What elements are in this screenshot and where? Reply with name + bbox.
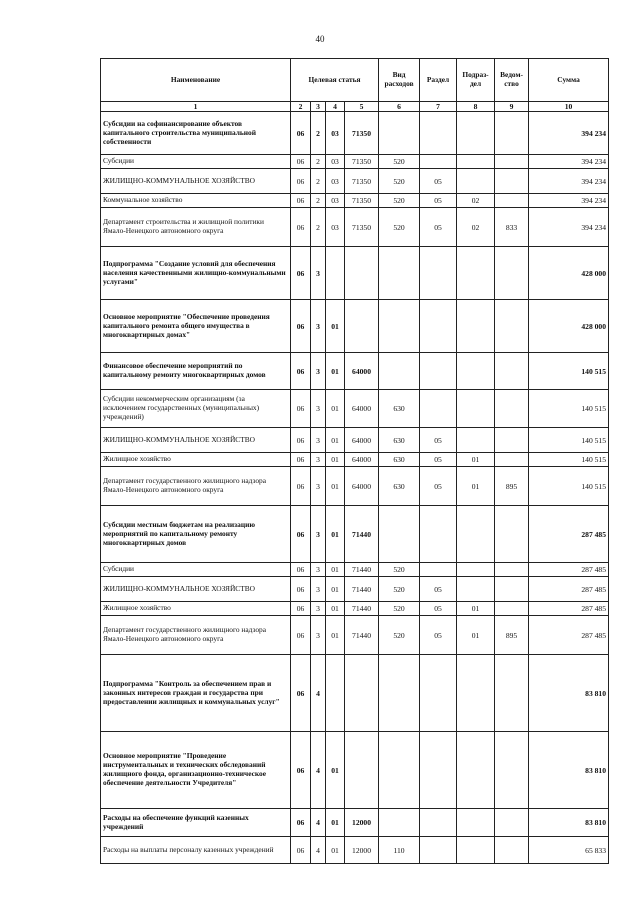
target-program-code: 06: [291, 602, 311, 616]
target-direction-code: 71440: [345, 506, 379, 563]
table-row: [101, 453, 609, 467]
sum-cell: 287 485: [529, 506, 609, 563]
column-number: 10: [529, 102, 609, 112]
section-cell: 05: [420, 602, 457, 616]
department-cell: [495, 577, 529, 602]
target-program-code: 06: [291, 428, 311, 453]
subsection-cell: 01: [457, 467, 495, 506]
section-cell: 05: [420, 453, 457, 467]
subsection-cell: 01: [457, 453, 495, 467]
section-cell: 05: [420, 467, 457, 506]
table-row: [101, 155, 609, 169]
section-cell: [420, 353, 457, 390]
department-cell: [495, 169, 529, 194]
table-row: [101, 428, 609, 453]
expense-type-cell: 520: [379, 155, 420, 169]
target-activity-code: 01: [326, 563, 345, 577]
target-activity-code: 01: [326, 467, 345, 506]
target-subprogram-code: 3: [311, 563, 326, 577]
header-subsection: Подраз-дел: [457, 59, 495, 102]
target-program-code: 06: [291, 467, 311, 506]
target-subprogram-code: 2: [311, 208, 326, 247]
expense-type-cell: [379, 353, 420, 390]
sum-cell: 394 234: [529, 155, 609, 169]
target-subprogram-code: 4: [311, 732, 326, 809]
header-sum: Сумма: [529, 59, 609, 102]
target-subprogram-code: 4: [311, 837, 326, 864]
section-cell: 05: [420, 208, 457, 247]
target-program-code: 06: [291, 577, 311, 602]
target-program-code: 06: [291, 112, 311, 155]
target-subprogram-code: 2: [311, 194, 326, 208]
column-number: 1: [101, 102, 291, 112]
section-cell: [420, 247, 457, 300]
sum-cell: 83 810: [529, 732, 609, 809]
row-name: Субсидии: [101, 563, 291, 577]
target-activity-code: 03: [326, 169, 345, 194]
target-activity-code: 01: [326, 300, 345, 353]
target-subprogram-code: 3: [311, 428, 326, 453]
budget-table: [100, 58, 609, 864]
department-cell: [495, 809, 529, 837]
target-activity-code: 01: [326, 506, 345, 563]
target-activity-code: [326, 655, 345, 732]
department-cell: 895: [495, 616, 529, 655]
row-name: Субсидии некоммерческим организациям (за исключением государственных (муниципальных) учреждений): [101, 390, 291, 428]
target-direction-code: [345, 655, 379, 732]
table-row: [101, 602, 609, 616]
target-activity-code: 01: [326, 837, 345, 864]
department-cell: [495, 563, 529, 577]
column-number: 6: [379, 102, 420, 112]
header-expense-type: Вид расходов: [379, 59, 420, 102]
target-direction-code: 12000: [345, 837, 379, 864]
section-cell: 05: [420, 428, 457, 453]
target-program-code: 06: [291, 616, 311, 655]
target-subprogram-code: 3: [311, 467, 326, 506]
target-program-code: 06: [291, 809, 311, 837]
target-direction-code: [345, 732, 379, 809]
sum-cell: 287 485: [529, 577, 609, 602]
section-cell: 05: [420, 577, 457, 602]
target-activity-code: 01: [326, 616, 345, 655]
target-direction-code: 71350: [345, 112, 379, 155]
subsection-cell: [457, 809, 495, 837]
target-direction-code: 64000: [345, 390, 379, 428]
target-subprogram-code: 3: [311, 300, 326, 353]
target-activity-code: 03: [326, 194, 345, 208]
target-direction-code: 71440: [345, 577, 379, 602]
department-cell: [495, 506, 529, 563]
target-subprogram-code: 2: [311, 169, 326, 194]
table-row: [101, 208, 609, 247]
target-activity-code: 01: [326, 577, 345, 602]
header-name: Наименование: [101, 59, 291, 102]
row-name: Жилищное хозяйство: [101, 453, 291, 467]
section-cell: 05: [420, 616, 457, 655]
table-row: [101, 563, 609, 577]
target-program-code: 06: [291, 169, 311, 194]
target-activity-code: 01: [326, 732, 345, 809]
target-subprogram-code: 3: [311, 577, 326, 602]
sum-cell: 140 515: [529, 467, 609, 506]
section-cell: [420, 732, 457, 809]
row-name: Субсидии на софинансирование объектов капитального строительства муниципальной собственности: [101, 112, 291, 155]
table-row: [101, 809, 609, 837]
expense-type-cell: 520: [379, 194, 420, 208]
target-subprogram-code: 3: [311, 616, 326, 655]
column-number: 9: [495, 102, 529, 112]
row-name: Департамент строительства и жилищной политики Ямало-Ненецкого автономного округа: [101, 208, 291, 247]
expense-type-cell: 630: [379, 453, 420, 467]
target-direction-code: 64000: [345, 353, 379, 390]
expense-type-cell: 630: [379, 428, 420, 453]
target-program-code: 06: [291, 208, 311, 247]
section-cell: 05: [420, 194, 457, 208]
row-name: Жилищное хозяйство: [101, 602, 291, 616]
section-cell: [420, 809, 457, 837]
target-subprogram-code: 4: [311, 655, 326, 732]
subsection-cell: [457, 837, 495, 864]
target-direction-code: 71440: [345, 616, 379, 655]
expense-type-cell: [379, 506, 420, 563]
target-direction-code: [345, 300, 379, 353]
column-number: 8: [457, 102, 495, 112]
expense-type-cell: [379, 809, 420, 837]
subsection-cell: 02: [457, 194, 495, 208]
target-subprogram-code: 3: [311, 506, 326, 563]
row-name: Департамент государственного жилищного надзора Ямало-Ненецкого автономного округа: [101, 616, 291, 655]
target-direction-code: [345, 247, 379, 300]
table-row: [101, 837, 609, 864]
expense-type-cell: [379, 732, 420, 809]
expense-type-cell: [379, 300, 420, 353]
department-cell: [495, 602, 529, 616]
sum-cell: 140 515: [529, 453, 609, 467]
sum-cell: 287 485: [529, 616, 609, 655]
department-cell: [495, 112, 529, 155]
expense-type-cell: 110: [379, 837, 420, 864]
column-number-row: [101, 102, 609, 112]
expense-type-cell: [379, 112, 420, 155]
target-subprogram-code: 3: [311, 453, 326, 467]
department-cell: [495, 353, 529, 390]
target-activity-code: 03: [326, 112, 345, 155]
target-subprogram-code: 3: [311, 390, 326, 428]
department-cell: [495, 155, 529, 169]
subsection-cell: [457, 300, 495, 353]
row-name: Подпрограмма "Создание условий для обеспечения населения качественными жилищно-коммунальными услугами": [101, 247, 291, 300]
table-row: [101, 112, 609, 155]
header-section: Раздел: [420, 59, 457, 102]
subsection-cell: [457, 390, 495, 428]
subsection-cell: [457, 353, 495, 390]
target-direction-code: 71440: [345, 602, 379, 616]
target-program-code: 06: [291, 300, 311, 353]
row-name: Расходы на выплаты персоналу казенных учреждений: [101, 837, 291, 864]
row-name: Подпрограмма "Контроль за обеспечением прав и законных интересов граждан и государства при предоставлении жилищных и коммунальных услуг": [101, 655, 291, 732]
target-program-code: 06: [291, 194, 311, 208]
expense-type-cell: 520: [379, 602, 420, 616]
sum-cell: 394 234: [529, 169, 609, 194]
subsection-cell: 02: [457, 208, 495, 247]
target-program-code: 06: [291, 506, 311, 563]
target-subprogram-code: 3: [311, 353, 326, 390]
section-cell: 05: [420, 169, 457, 194]
table-row: [101, 353, 609, 390]
target-program-code: 06: [291, 353, 311, 390]
target-subprogram-code: 4: [311, 809, 326, 837]
subsection-cell: [457, 577, 495, 602]
department-cell: [495, 655, 529, 732]
target-activity-code: 01: [326, 809, 345, 837]
subsection-cell: [457, 732, 495, 809]
row-name: Субсидии: [101, 155, 291, 169]
subsection-cell: [457, 428, 495, 453]
row-name: Субсидии местным бюджетам на реализацию мероприятий по капитальному ремонту многоквартирных домов: [101, 506, 291, 563]
target-program-code: 06: [291, 563, 311, 577]
target-subprogram-code: 3: [311, 602, 326, 616]
department-cell: [495, 453, 529, 467]
column-number: 4: [326, 102, 345, 112]
column-number: 5: [345, 102, 379, 112]
table-row: [101, 506, 609, 563]
department-cell: [495, 194, 529, 208]
target-program-code: 06: [291, 247, 311, 300]
subsection-cell: 01: [457, 602, 495, 616]
target-activity-code: 01: [326, 602, 345, 616]
department-cell: [495, 390, 529, 428]
subsection-cell: [457, 112, 495, 155]
section-cell: [420, 300, 457, 353]
subsection-cell: [457, 506, 495, 563]
row-name: Департамент государственного жилищного надзора Ямало-Ненецкого автономного округа: [101, 467, 291, 506]
table-row: [101, 390, 609, 428]
expense-type-cell: 630: [379, 390, 420, 428]
subsection-cell: [457, 247, 495, 300]
target-direction-code: 71350: [345, 169, 379, 194]
section-cell: [420, 112, 457, 155]
table-row: [101, 655, 609, 732]
target-direction-code: 64000: [345, 428, 379, 453]
column-number: 7: [420, 102, 457, 112]
expense-type-cell: 520: [379, 208, 420, 247]
table-row: [101, 616, 609, 655]
target-program-code: 06: [291, 390, 311, 428]
table-row: [101, 169, 609, 194]
sum-cell: 83 810: [529, 809, 609, 837]
department-cell: [495, 428, 529, 453]
sum-cell: 287 485: [529, 563, 609, 577]
row-name: ЖИЛИЩНО-КОММУНАЛЬНОЕ ХОЗЯЙСТВО: [101, 169, 291, 194]
expense-type-cell: 520: [379, 563, 420, 577]
table-row: [101, 300, 609, 353]
target-direction-code: 71350: [345, 208, 379, 247]
sum-cell: 65 833: [529, 837, 609, 864]
section-cell: [420, 506, 457, 563]
department-cell: 833: [495, 208, 529, 247]
target-program-code: 06: [291, 732, 311, 809]
expense-type-cell: 520: [379, 577, 420, 602]
target-subprogram-code: 3: [311, 247, 326, 300]
target-activity-code: 03: [326, 155, 345, 169]
table-row: [101, 467, 609, 506]
expense-type-cell: 520: [379, 616, 420, 655]
row-name: Финансовое обеспечение мероприятий по капитальному ремонту многоквартирных домов: [101, 353, 291, 390]
subsection-cell: [457, 169, 495, 194]
target-program-code: 06: [291, 837, 311, 864]
target-activity-code: [326, 247, 345, 300]
section-cell: [420, 390, 457, 428]
expense-type-cell: 520: [379, 169, 420, 194]
target-program-code: 06: [291, 655, 311, 732]
table-row: [101, 732, 609, 809]
section-cell: [420, 563, 457, 577]
row-name: Основное мероприятие "Проведение инструментальных и технических обследований жилищного фонда, организационно-техническое обеспечение деятельности Учредителя": [101, 732, 291, 809]
sum-cell: 140 515: [529, 353, 609, 390]
sum-cell: 140 515: [529, 390, 609, 428]
target-direction-code: 71350: [345, 194, 379, 208]
target-activity-code: 01: [326, 390, 345, 428]
expense-type-cell: [379, 655, 420, 732]
row-name: ЖИЛИЩНО-КОММУНАЛЬНОЕ ХОЗЯЙСТВО: [101, 577, 291, 602]
target-program-code: 06: [291, 155, 311, 169]
row-name: Коммунальное хозяйство: [101, 194, 291, 208]
target-activity-code: 01: [326, 428, 345, 453]
row-name: Расходы на обеспечение функций казенных учреждений: [101, 809, 291, 837]
sum-cell: 394 234: [529, 112, 609, 155]
table-header-row: [101, 59, 609, 102]
table-row: [101, 194, 609, 208]
target-subprogram-code: 2: [311, 155, 326, 169]
sum-cell: 428 000: [529, 300, 609, 353]
expense-type-cell: 630: [379, 467, 420, 506]
section-cell: [420, 655, 457, 732]
sum-cell: 428 000: [529, 247, 609, 300]
department-cell: [495, 732, 529, 809]
department-cell: [495, 247, 529, 300]
table-row: [101, 247, 609, 300]
target-subprogram-code: 2: [311, 112, 326, 155]
sum-cell: 83 810: [529, 655, 609, 732]
subsection-cell: [457, 563, 495, 577]
row-name: Основное мероприятие "Обеспечение проведения капитального ремонта общего имущества в многоквартирных домах": [101, 300, 291, 353]
department-cell: [495, 300, 529, 353]
department-cell: [495, 837, 529, 864]
target-activity-code: 03: [326, 208, 345, 247]
column-number: 3: [311, 102, 326, 112]
target-direction-code: 64000: [345, 467, 379, 506]
target-activity-code: 01: [326, 453, 345, 467]
table-row: [101, 577, 609, 602]
target-direction-code: 64000: [345, 453, 379, 467]
sum-cell: 394 234: [529, 194, 609, 208]
target-program-code: 06: [291, 453, 311, 467]
column-number: 2: [291, 102, 311, 112]
subsection-cell: 01: [457, 616, 495, 655]
subsection-cell: [457, 655, 495, 732]
header-department: Ведом-ство: [495, 59, 529, 102]
target-direction-code: 71350: [345, 155, 379, 169]
sum-cell: 287 485: [529, 602, 609, 616]
section-cell: [420, 155, 457, 169]
target-direction-code: 71440: [345, 563, 379, 577]
page-number: 40: [315, 34, 325, 44]
target-activity-code: 01: [326, 353, 345, 390]
department-cell: 895: [495, 467, 529, 506]
subsection-cell: [457, 155, 495, 169]
row-name: ЖИЛИЩНО-КОММУНАЛЬНОЕ ХОЗЯЙСТВО: [101, 428, 291, 453]
section-cell: [420, 837, 457, 864]
expense-type-cell: [379, 247, 420, 300]
sum-cell: 140 515: [529, 428, 609, 453]
sum-cell: 394 234: [529, 208, 609, 247]
target-direction-code: 12000: [345, 809, 379, 837]
header-target-article: Целевая статья: [291, 59, 379, 102]
